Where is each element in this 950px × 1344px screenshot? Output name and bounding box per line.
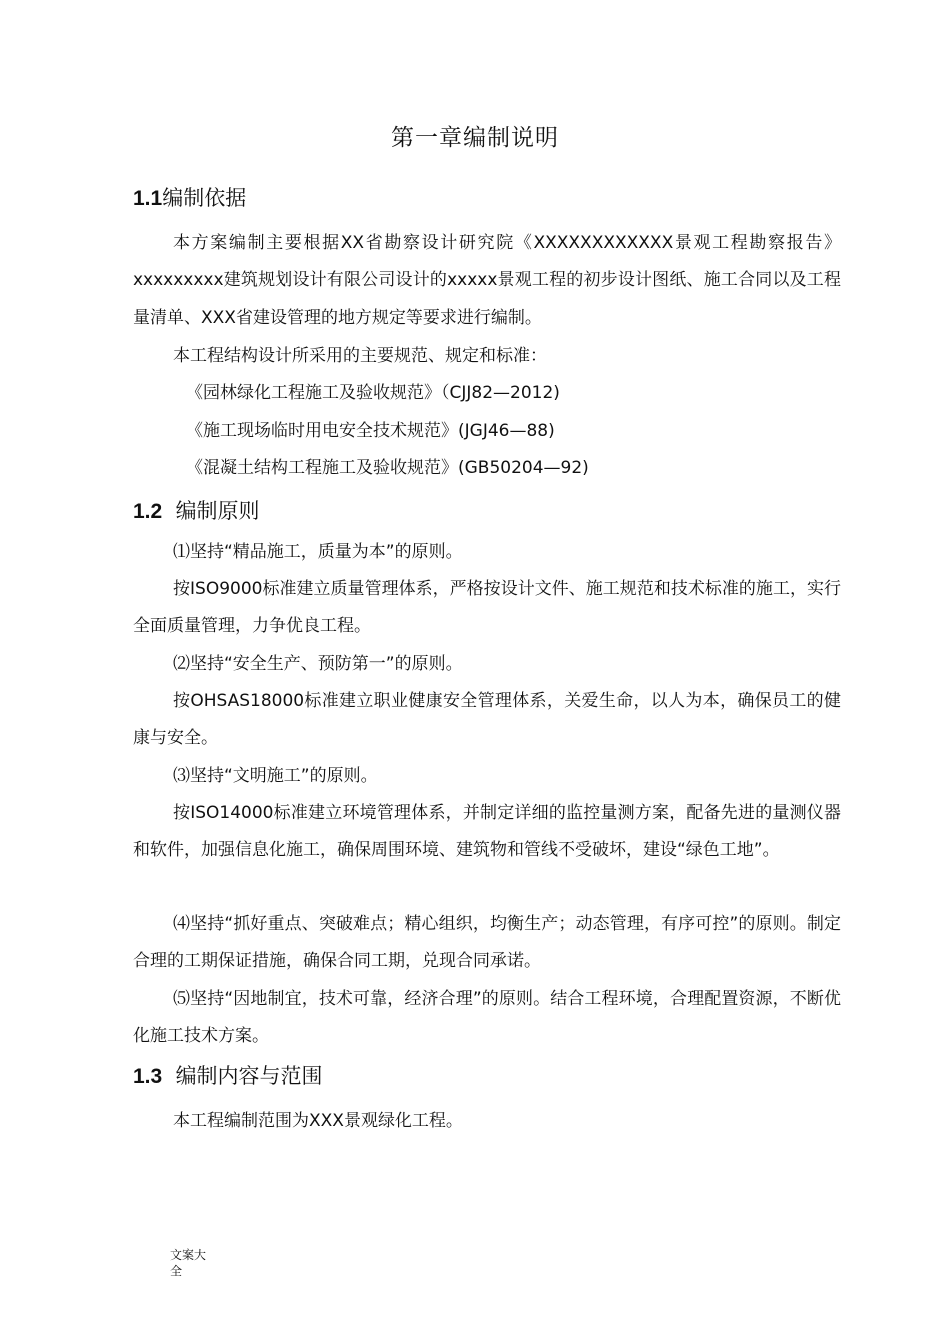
footer-line: 文案大 — [170, 1248, 207, 1262]
paragraph: ⑵坚持“安全生产、预防第一”的原则。 — [173, 654, 463, 674]
section-heading-1-1 — [133, 184, 246, 213]
paragraph: 按ISO14000标准建立环境管理体系，并制定详细的监控量测方案，配备先进的量测仪器和软件，加强信息化施工，确保周围环境、建筑物和管线不受破坏，建设“绿色工地”。 — [133, 803, 841, 861]
section-title: 编制原则 — [175, 499, 260, 523]
standard-item: 《施工现场临时用电安全技术规范》(JGJ46—88) — [186, 421, 555, 441]
standard-item: 《混凝土结构工程施工及验收规范》(GB50204—92) — [186, 458, 589, 478]
paragraph: ⑸坚持“因地制宜，技术可靠，经济合理”的原则。结合工程环境，合理配置资源，不断优化施工技术方案。 — [133, 989, 841, 1047]
page-title: 第一章编制说明 — [391, 125, 559, 151]
standard-item: 《园林绿化工程施工及验收规范》（CJJ82—2012) — [186, 383, 560, 403]
section-heading-1-2 — [133, 497, 260, 526]
footer-line: 全 — [170, 1264, 183, 1278]
paragraph: ⑷坚持“抓好重点、突破难点；精心组织，均衡生产；动态管理，有序可控”的原则。制定合理的工期保证措施，确保合同工期，兑现合同承诺。 — [133, 914, 841, 972]
paragraph: 按ISO9000标准建立质量管理体系，严格按设计文件、施工规范和技术标准的施工，实行全面质量管理，力争优良工程。 — [133, 579, 841, 637]
paragraph: 本工程编制范围为XXX景观绿化工程。 — [173, 1111, 463, 1131]
section-number: 1.2 — [133, 500, 163, 523]
section-number: 1.1 — [133, 187, 163, 210]
paragraph: 本方案编制主要根据XX省勘察设计研究院《XXXXXXXXXXXX景观工程勘察报告》xxxxxxxxx建筑规划设计有限公司设计的xxxxx景观工程的初步设计图纸、施工合同以及工程量清单、XXX省建设管理的地方规定等要求进行编制。 — [133, 233, 841, 328]
section-title: 编制依据 — [162, 186, 247, 210]
section-heading-1-3 — [133, 1062, 323, 1091]
section-title: 编制内容与范围 — [175, 1064, 323, 1088]
page-footer — [170, 1247, 230, 1279]
paragraph: 按OHSAS18000标准建立职业健康安全管理体系，关爱生命，以人为本，确保员工的健康与安全。 — [133, 691, 841, 749]
paragraph: ⑶坚持“文明施工”的原则。 — [173, 766, 378, 786]
section-number: 1.3 — [133, 1065, 163, 1088]
paragraph: ⑴坚持“精品施工，质量为本”的原则。 — [173, 542, 463, 562]
paragraph: 本工程结构设计所采用的主要规范、规定和标准： — [173, 346, 547, 366]
